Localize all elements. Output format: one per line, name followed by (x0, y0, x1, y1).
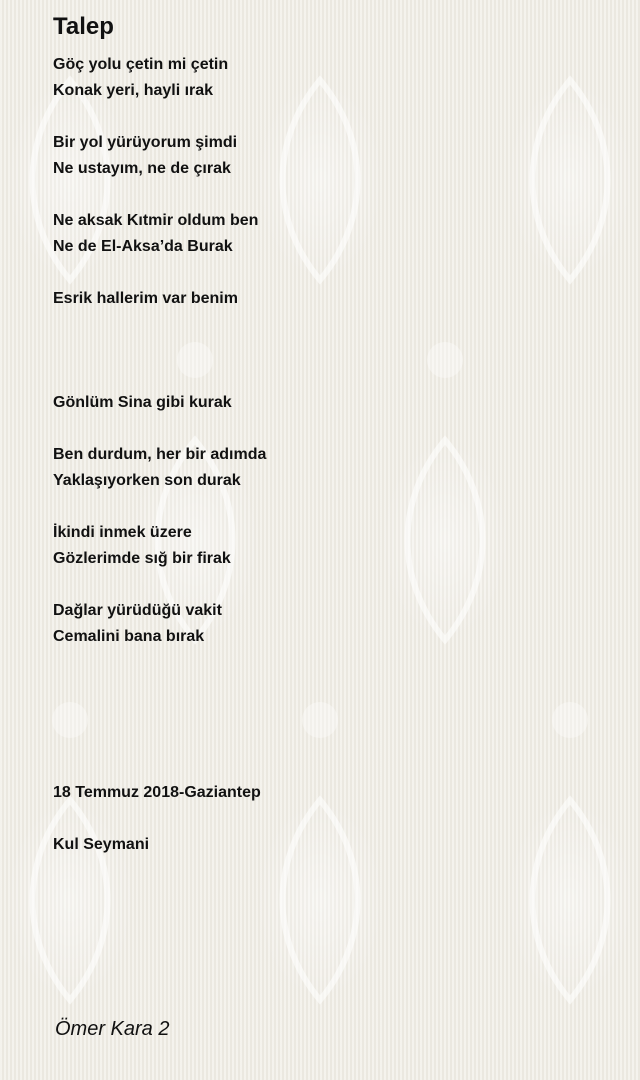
poem-line: Bir yol yürüyorum şimdi (53, 134, 238, 151)
poem-line: Gönlüm Sina gibi kurak (53, 394, 232, 411)
poem-body (53, 10, 613, 858)
stanza (53, 208, 613, 260)
poem-line: Cemalini bana bırak (53, 628, 205, 645)
poem-title: Talep (53, 13, 114, 40)
poem-line: Göç yolu çetin mi çetin (53, 56, 229, 73)
poem-line: Ne de El-Aksa’da Burak (53, 238, 233, 255)
stanza (53, 286, 613, 312)
poem-line: Ne ustayım, ne de çırak (53, 160, 231, 177)
stanza (53, 130, 613, 182)
poem-line: Dağlar yürüdüğü vakit (53, 602, 222, 619)
poem-line: Konak yeri, hayli ırak (53, 82, 214, 99)
stanza (53, 520, 613, 572)
poem-line: Esrik hallerim var benim (53, 290, 238, 307)
stanza (53, 598, 613, 650)
poem-line: İkindi inmek üzere (53, 524, 192, 541)
poem-line: Gözlerimde sığ bir firak (53, 550, 231, 567)
stanza (53, 442, 613, 494)
poem-date-place: 18 Temmuz 2018-Gaziantep (53, 784, 261, 801)
poem-line: Ben durdum, her bir adımda (53, 446, 267, 463)
stanza (53, 52, 613, 104)
stanza (53, 390, 613, 416)
poem-signature: Kul Seymani (53, 836, 150, 853)
author-name: Ömer Kara 2 (55, 1018, 170, 1040)
poem-line: Yaklaşıyorken son durak (53, 472, 241, 489)
poem-line: Ne aksak Kıtmir oldum ben (53, 212, 259, 229)
